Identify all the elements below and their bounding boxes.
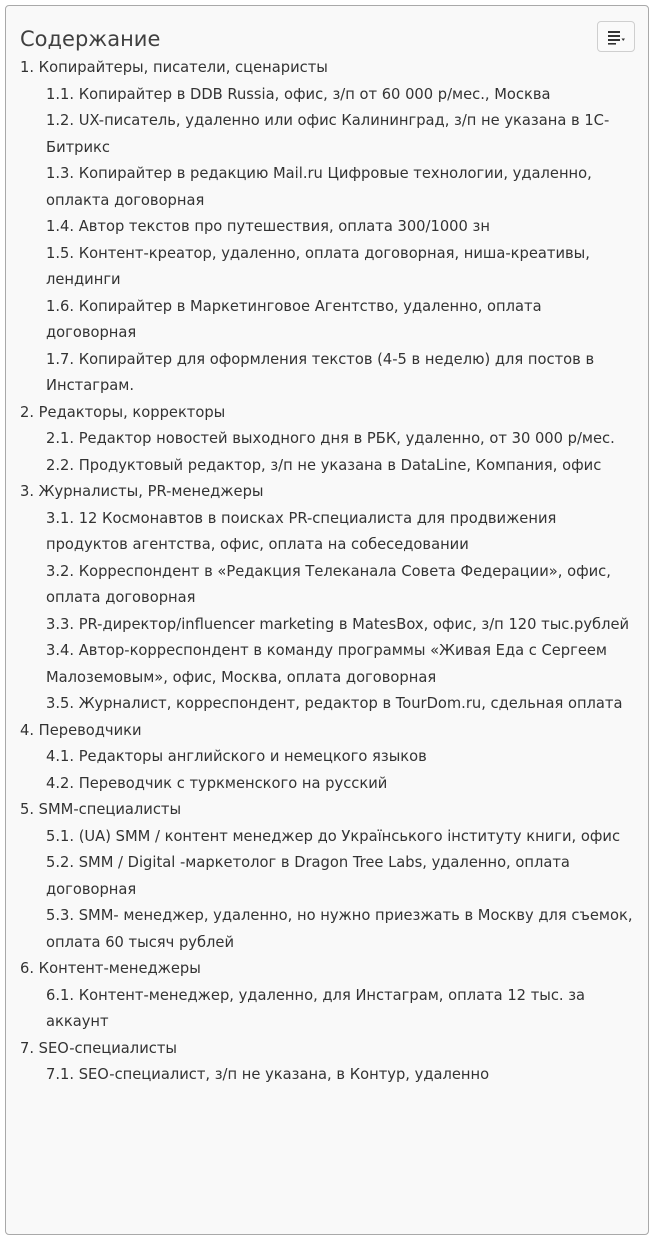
toc-link[interactable]: 1.4. Автор текстов про путешествия, оплата 300/1000 зн [46, 218, 490, 235]
toc-link[interactable]: 3.4. Автор-корреспондент в команду программы «Живая Еда с Сергеем Малоземовым», офис, Москва, оплата договорная [46, 642, 607, 686]
toc-section-item [20, 797, 636, 824]
toc-subsection-item [20, 82, 636, 109]
toc-subsection-item [20, 824, 636, 851]
toc-link[interactable]: 1.7. Копирайтер для оформления текстов (4-5 в неделю) для постов в Инстаграм. [46, 350, 595, 394]
toc-link[interactable]: 5.3. SMM- менеджер, удаленно, но нужно приезжать в Москву для съемок, оплата 60 тысяч рублей [46, 907, 633, 951]
toc-subsection-item [20, 744, 636, 771]
toc-link[interactable]: 4. Переводчики [20, 721, 142, 739]
toc-link[interactable]: 5.2. SMM / Digital -маркетолог в Dragon Tree Labs, удаленно, оплата договорная [46, 854, 570, 898]
toc-subsection-item [20, 453, 636, 480]
toc-subsection-item [20, 903, 636, 956]
toc-subsection-item [20, 347, 636, 400]
toc-subsection-item [20, 506, 636, 559]
toc-section-item [20, 1036, 636, 1063]
toc-subsection-item [20, 983, 636, 1036]
toc-subsection-item [20, 294, 636, 347]
toc-link[interactable]: 2.2. Продуктовый редактор, з/п не указана в DataLine, Компания, офис [46, 456, 602, 474]
toc-title: Содержание [20, 27, 161, 51]
toc-section-item [20, 956, 636, 983]
toc-link[interactable]: 3.2. Корреспондент в «Редакция Телеканала Совета Федерации», офис, оплата договорная [46, 562, 611, 606]
list-toggle-icon [606, 29, 626, 45]
toc-section-item [20, 55, 636, 82]
toc-subsection-item [20, 214, 636, 241]
toc-link[interactable]: 1.3. Копирайтер в редакцию Mail.ru Цифровые технологии, удаленно, оплакта договорная [46, 165, 592, 209]
toc-section-item [20, 479, 636, 506]
toc-subsection-item [20, 850, 636, 903]
toc-subsection-item [20, 108, 636, 161]
toc-link[interactable]: 3. Журналисты, PR-менеджеры [20, 483, 264, 500]
toc-link[interactable]: 1. Копирайтеры, писатели, сценаристы [20, 59, 328, 76]
toc-link[interactable]: 2. Редакторы, корректоры [20, 403, 226, 421]
toc-link[interactable]: 7. SEO-специалисты [20, 1039, 177, 1057]
toc-link[interactable]: 4.1. Редакторы английского и немецкого языков [46, 748, 427, 765]
toc-subsection-item [20, 559, 636, 612]
toc-link[interactable]: 2.1. Редактор новостей выходного дня в РБК, удаленно, от 30 000 р/мес. [46, 430, 615, 447]
toc-subsection-item [20, 612, 636, 639]
toc-subsection-item [20, 426, 636, 453]
toc-subsection-item [20, 1062, 636, 1089]
toc-subsection-item [20, 638, 636, 691]
toc-link[interactable]: 7.1. SEO-специалист, з/п не указана, в Контур, удаленно [46, 1066, 490, 1083]
toc-section-item [20, 718, 636, 745]
toc-toggle-button[interactable] [597, 21, 635, 52]
toc-link[interactable]: 5.1. (UA) SMM / контент менеджер до Українського інституту книги, офис [46, 827, 621, 845]
toc-link[interactable]: 4.2. Переводчик с туркменского на русский [46, 774, 388, 792]
toc-link[interactable]: 3.1. 12 Космонавтов в поисках PR-специалиста для продвижения продуктов агентства, офис, оплата на собеседовании [46, 509, 557, 553]
toc-link[interactable]: 6.1. Контент-менеджер, удаленно, для Инстаграм, оплата 12 тыс. за аккаунт [46, 986, 586, 1030]
toc-link[interactable]: 1.1. Копирайтер в DDB Russia, офис, з/п от 60 000 р/мес., Москва [46, 85, 551, 103]
toc-link[interactable]: 6. Контент-менеджеры [20, 960, 201, 977]
toc-section-item [20, 400, 636, 427]
toc-subsection-item [20, 241, 636, 294]
toc-link[interactable]: 3.5. Журналист, корреспондент, редактор в TourDom.ru, сдельная оплата [46, 695, 623, 712]
toc-list [20, 55, 636, 1089]
toc-link[interactable]: 1.5. Контент-креатор, удаленно, оплата договорная, ниша-креативы, лендинги [46, 244, 590, 288]
toc-link[interactable]: 1.2. UX-писатель, удаленно или офис Калининград, з/п не указана в 1С-Битрикс [46, 112, 610, 156]
toc-subsection-item [20, 161, 636, 214]
toc-subsection-item [20, 771, 636, 798]
table-of-contents [5, 5, 649, 1235]
toc-link[interactable]: 1.6. Копирайтер в Маркетинговое Агентство, удаленно, оплата договорная [46, 297, 542, 341]
toc-subsection-item [20, 691, 636, 718]
toc-link[interactable]: 5. SMM-специалисты [20, 801, 182, 818]
toc-link[interactable]: 3.3. PR-директор/influencer marketing в MatesBox, офис, з/п 120 тыс.рублей [46, 615, 630, 633]
